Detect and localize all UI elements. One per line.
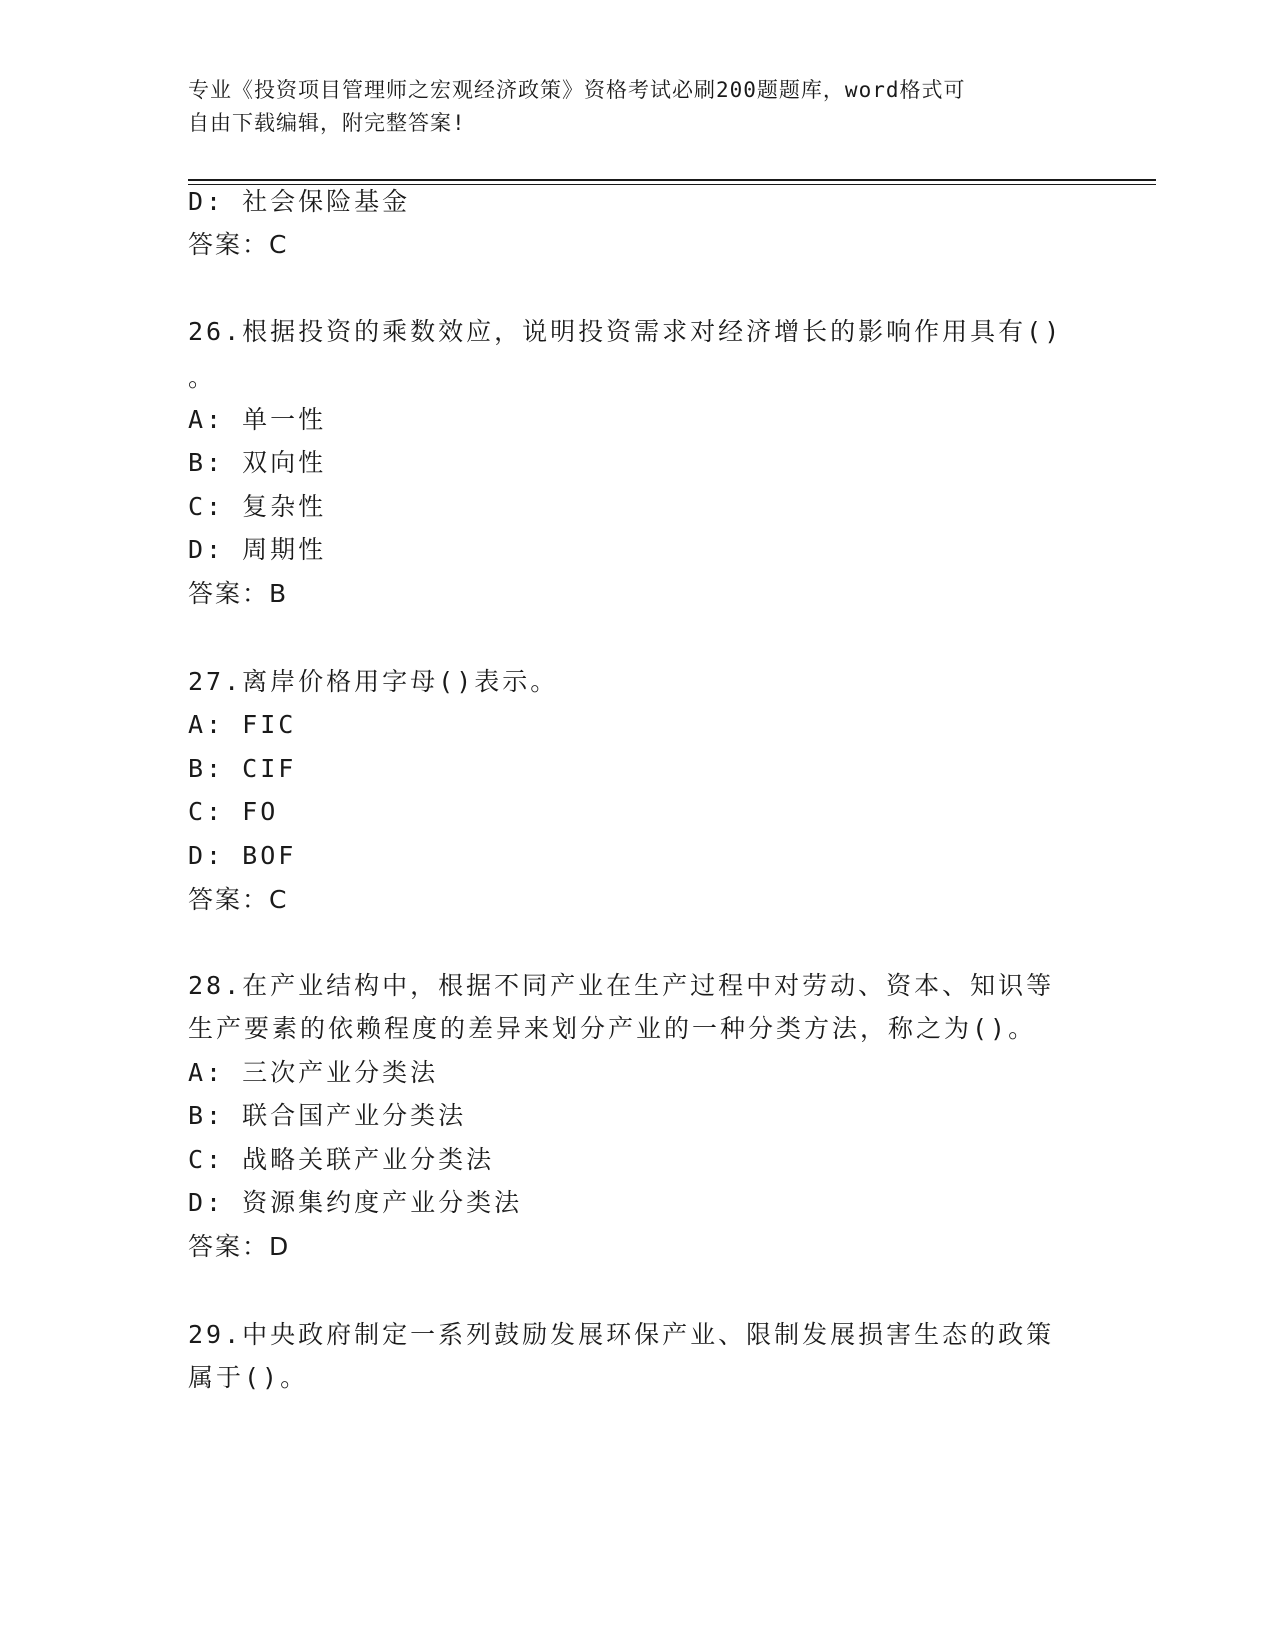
q27-option-b: B: CIF bbox=[188, 754, 297, 783]
q25-option-d: D: 社会保险基金 bbox=[188, 187, 411, 216]
q28-option-b: B: 联合国产业分类法 bbox=[188, 1101, 467, 1130]
header-line-1: 专业《投资项目管理师之宏观经济政策》资格考试必刷200题题库，word格式可 bbox=[188, 78, 966, 102]
q28-stem-line-2: 生产要素的依赖程度的差异来划分产业的一种分类方法，称之为()。 bbox=[188, 1014, 1037, 1043]
q26-stem-line-2: 。 bbox=[188, 363, 217, 392]
q26-option-b: B: 双向性 bbox=[188, 448, 327, 477]
q29-stem-line-2: 属于()。 bbox=[188, 1363, 309, 1392]
q26-option-a: A: 单一性 bbox=[188, 405, 327, 434]
q26-option-c: C: 复杂性 bbox=[188, 492, 327, 521]
q28-answer: 答案：D bbox=[188, 1232, 291, 1261]
q26-option-d: D: 周期性 bbox=[188, 535, 327, 564]
q25-answer: 答案：C bbox=[188, 230, 289, 259]
q27-answer: 答案：C bbox=[188, 885, 289, 914]
header-divider-thin bbox=[188, 184, 1156, 185]
q26-stem-line-1: 26.根据投资的乘数效应，说明投资需求对经济增长的影响作用具有() bbox=[188, 317, 1063, 346]
q28-option-c: C: 战略关联产业分类法 bbox=[188, 1145, 495, 1174]
q27-option-c: C: FO bbox=[188, 797, 279, 826]
q29-stem-line-1: 29.中央政府制定一系列鼓励发展环保产业、限制发展损害生态的政策 bbox=[188, 1320, 1055, 1349]
header-divider-thick bbox=[188, 179, 1156, 181]
header-line-2: 自由下载编辑，附完整答案! bbox=[188, 111, 466, 135]
q27-stem-line-1: 27.离岸价格用字母()表示。 bbox=[188, 667, 559, 696]
q28-stem-line-1: 28.在产业结构中，根据不同产业在生产过程中对劳动、资本、知识等 bbox=[188, 971, 1055, 1000]
q27-option-d: D: BOF bbox=[188, 841, 297, 870]
q28-option-a: A: 三次产业分类法 bbox=[188, 1058, 439, 1087]
q26-answer: 答案：B bbox=[188, 579, 289, 608]
q27-option-a: A: FIC bbox=[188, 710, 297, 739]
page-header bbox=[188, 74, 1088, 140]
q28-option-d: D: 资源集约度产业分类法 bbox=[188, 1188, 523, 1217]
